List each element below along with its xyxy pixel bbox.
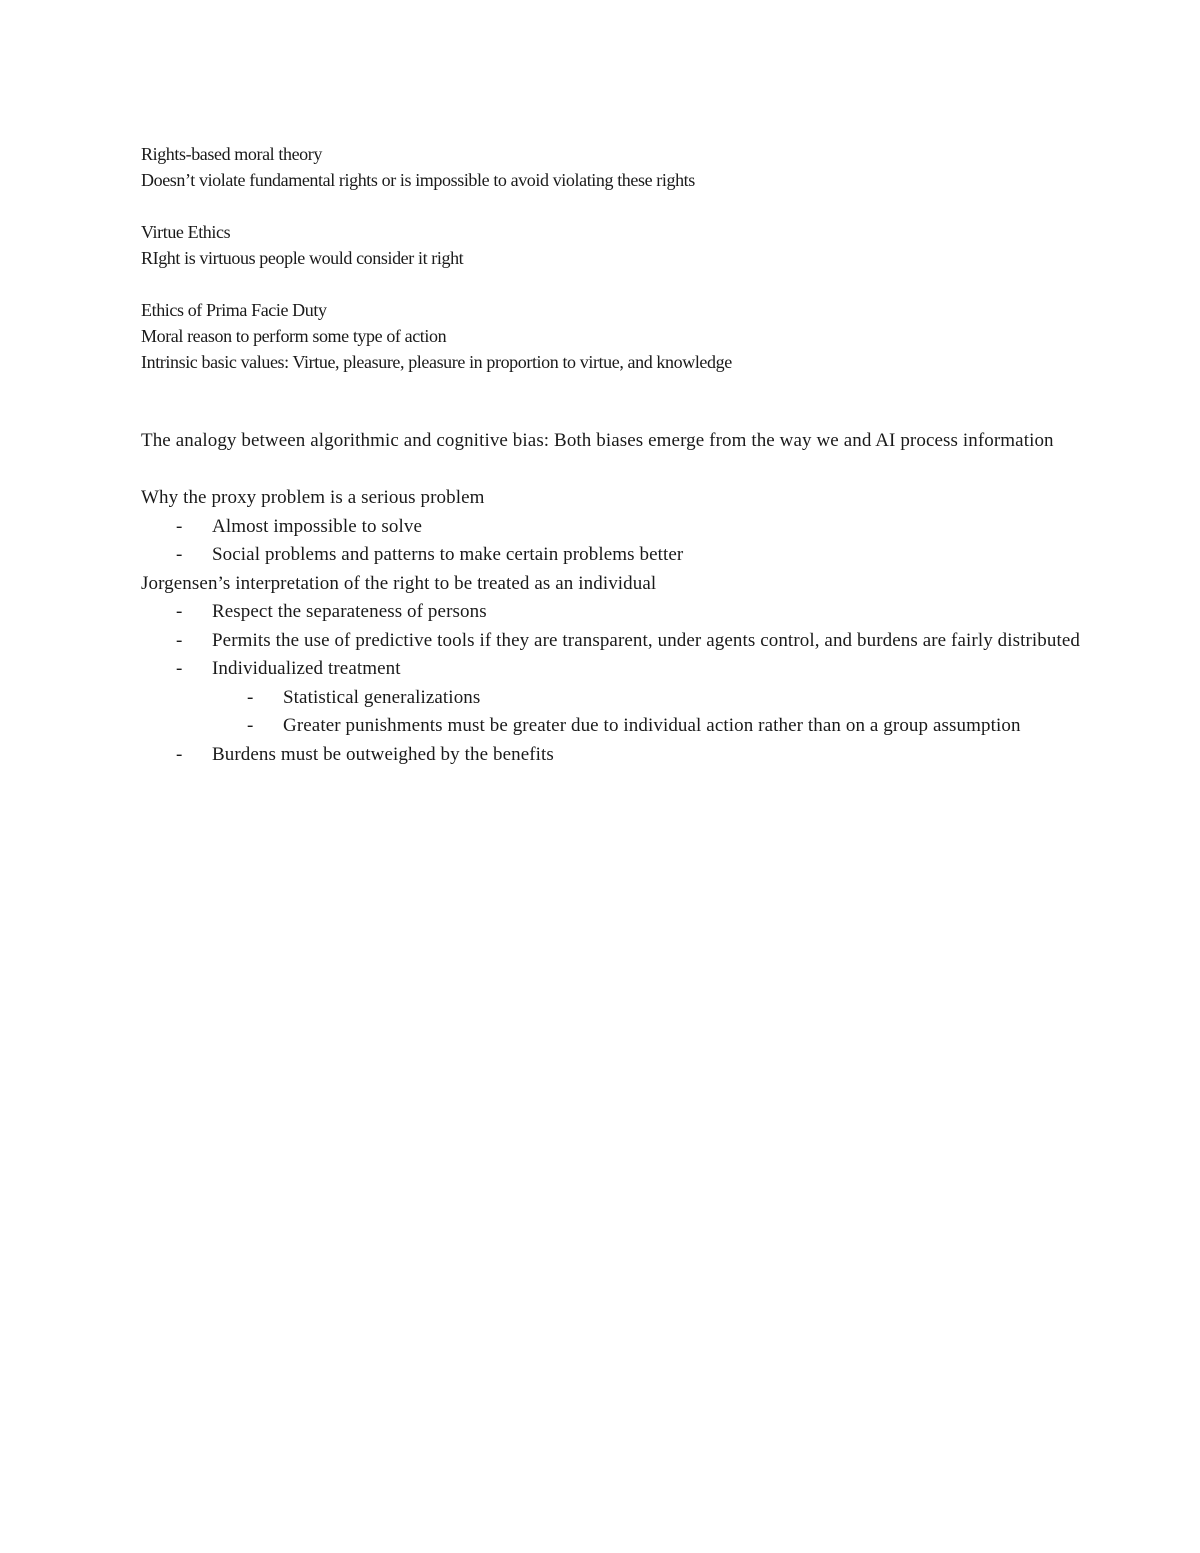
ethics-theories-notes <box>141 141 1081 375</box>
list-item-text: Respect the separateness of persons <box>212 601 487 622</box>
proxy-problem-title: Why the proxy problem is a serious problem <box>141 487 485 508</box>
list-item-text: Social problems and patterns to make certain problems better <box>212 544 684 565</box>
sub-list-item <box>141 684 1081 713</box>
list-item-text: Greater punishments must be greater due to individual action rather than on a group assumption <box>283 715 1021 736</box>
list-item-text: Permits the use of predictive tools if they are transparent, under agents control, and burdens are fairly distributed <box>212 629 1081 651</box>
virtue-ethics-definition: RIght is virtuous people would consider it right <box>141 248 464 268</box>
list-item-text: Burdens must be outweighed by the benefits <box>212 743 554 765</box>
dash-bullet: - <box>247 715 254 736</box>
sub-list-item <box>141 712 1081 741</box>
list-item-text: Almost impossible to solve <box>212 515 423 537</box>
paragraph-gap <box>141 271 1081 297</box>
prima-facie-line-2: Intrinsic basic values: Virtue, pleasure, pleasure in proportion to virtue, and knowledge <box>141 352 732 372</box>
jorgensen-title: Jorgensen’s interpretation of the right to be treated as an individual <box>141 572 657 594</box>
list-item <box>141 541 1081 570</box>
document-body <box>141 141 1081 769</box>
list-item <box>141 598 1081 627</box>
dash-bullet: - <box>176 658 183 679</box>
dash-bullet: - <box>176 601 183 622</box>
list-item-text: Individualized treatment <box>212 658 401 679</box>
analogy-paragraph: The analogy between algorithmic and cognitive bias: Both biases emerge from the way we and AI process information <box>141 430 1054 451</box>
list-item <box>141 627 1081 656</box>
virtue-ethics-title: Virtue Ethics <box>141 222 231 242</box>
dash-bullet: - <box>247 686 254 708</box>
rights-based-title: Rights-based moral theory <box>141 144 322 164</box>
prima-facie-line-1: Moral reason to perform some type of action <box>141 326 447 346</box>
dash-bullet: - <box>176 743 183 765</box>
list-item <box>141 655 1081 684</box>
list-item-text: Statistical generalizations <box>283 686 481 708</box>
paragraph-gap <box>141 193 1081 219</box>
paragraph-gap <box>141 456 1081 485</box>
dash-bullet: - <box>176 515 183 537</box>
prima-facie-title: Ethics of Prima Facie Duty <box>141 300 327 320</box>
dash-bullet: - <box>176 544 183 565</box>
list-item <box>141 513 1081 542</box>
dash-bullet: - <box>176 629 183 651</box>
list-item <box>141 741 1081 770</box>
rights-based-definition: Doesn’t violate fundamental rights or is impossible to avoid violating these rights <box>141 170 695 190</box>
bias-notes <box>141 427 1081 769</box>
